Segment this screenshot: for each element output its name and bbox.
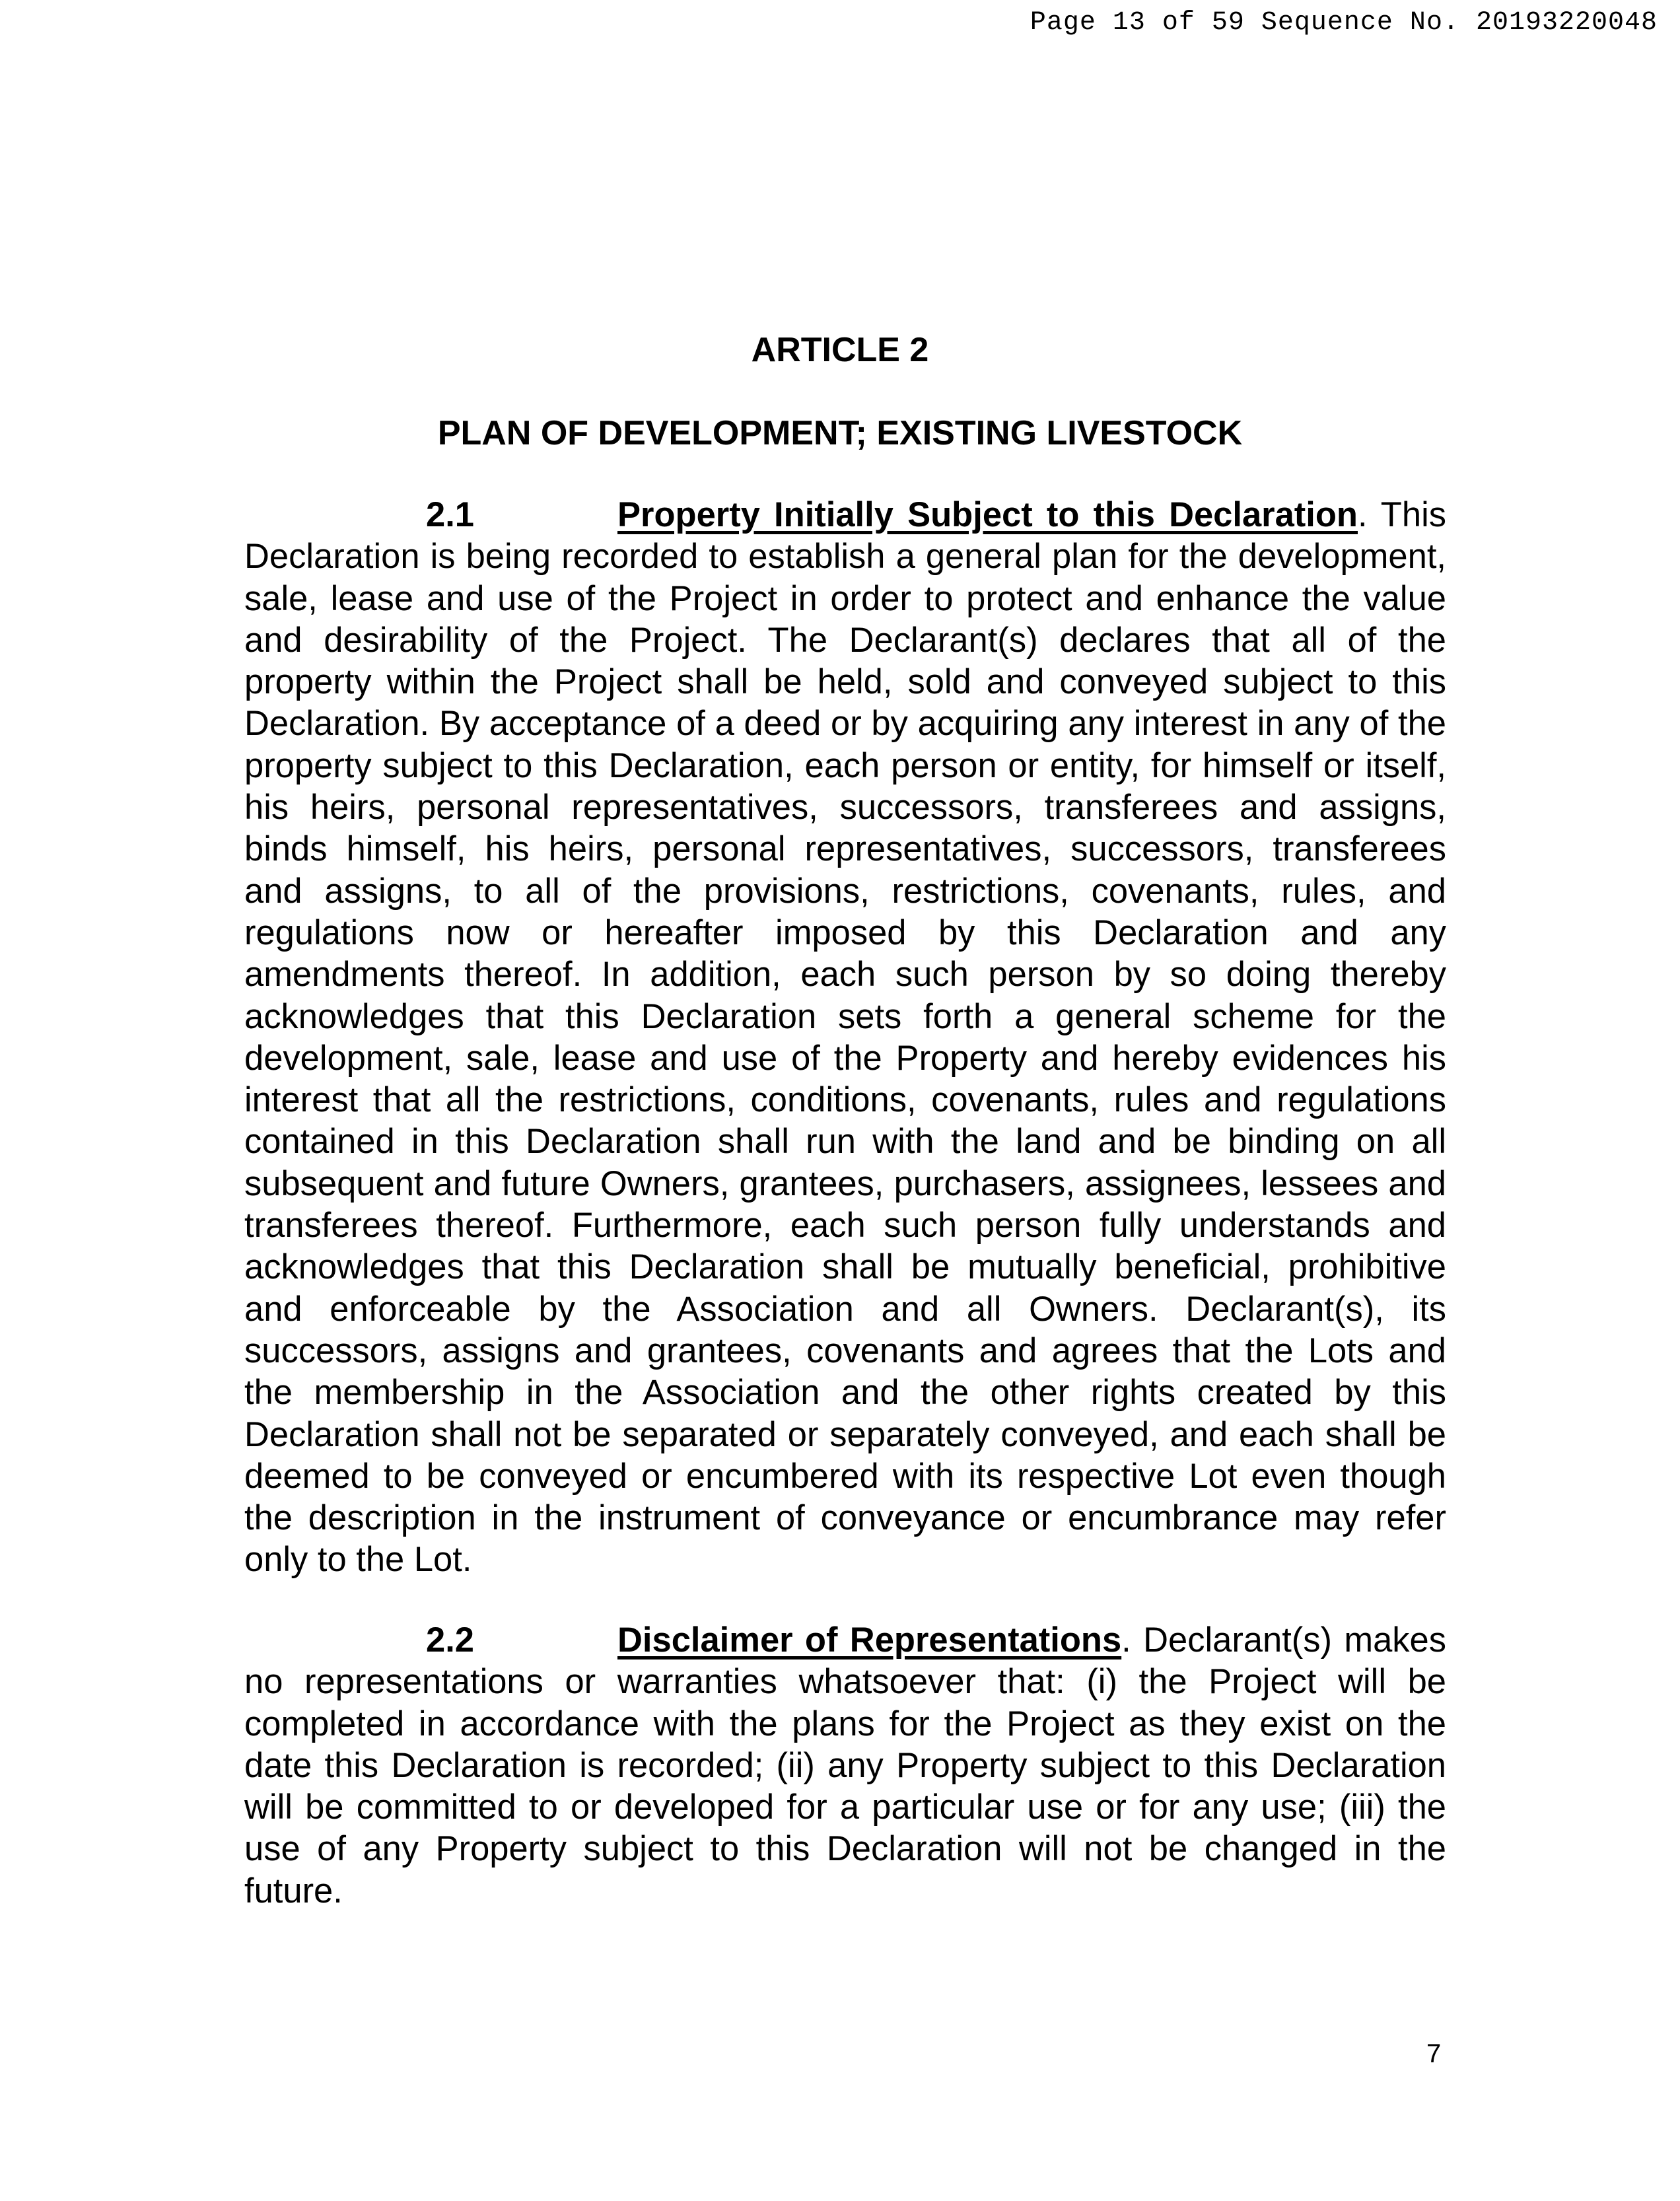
section-2-2 [244,1619,1446,1912]
section-title: Disclaimer of Representations [617,1621,1122,1659]
article-subtitle: PLAN OF DEVELOPMENT; EXISTING LIVESTOCK [437,414,1243,452]
recording-stamp: Page 13 of 59 Sequence No. 20193220048 [1030,8,1658,38]
page-number: 7 [1426,2039,1442,2068]
section-title: Property Initially Subject to this Declaration [617,495,1358,534]
section-number: 2.1 [426,495,474,534]
section-2-1 [244,494,1446,1581]
section-title-period: . [1358,495,1368,534]
section-number: 2.2 [426,1621,474,1659]
section-title-period: . [1121,1621,1131,1659]
section-body: This Declaration is being recorded to establish a general plan for the development, sale, lease and use of the Project in order to protect and enhance the value and desirability of the Project. The Declarant(s) declares that all of the property within the Project shall be held, sold and conveyed subject to this Declaration. By acceptance of a deed or by acquiring any interest in any of the property subject to this Declaration, each person or entity, for himself or itself, his heirs, personal representatives, successors, transferees and assigns, binds himself, his heirs, personal representatives, successors, transferees and assigns, to all of the provisions, restrictions, covenants, rules, and regulations now or hereafter imposed by this Declaration and any amendments thereof. In addition, each such person by so doing thereby acknowledges that this Declaration sets forth a general scheme for the development, sale, lease and use of the Property and hereby evidences his interest that all the restrictions, conditions, covenants, rules and regulations contained in this Declaration shall run with the land and be binding on all subsequent and future Owners, grantees, purchasers, assignees, lessees and transferees thereof. Furthermore, each such person fully understands and acknowledges that this Declaration shall be mutually beneficial, prohibitive and enforceable by the Association and all Owners. Declarant(s), its successors, assigns and grantees, covenants and agrees that the Lots and the membership in the Association and the other rights created by this Declaration shall not be separated or separately conveyed, and each shall be deemed to be conveyed or encumbered with its respective Lot even though the description in the instrument of conveyance or encumbrance may refer only to the Lot. [244,495,1446,1580]
article-title: ARTICLE 2 [751,331,929,369]
section-body: Declarant(s) makes no representations or warranties whatsoever that: (i) the Project will be completed in accordance with the plans for the Project as they exist on the date this Declaration is recorded; (ii) any Property subject to this Declaration will be committed to or developed for a particular use or for any use; (iii) the use of any Property subject to this Declaration will not be changed in the future. [244,1621,1446,1910]
